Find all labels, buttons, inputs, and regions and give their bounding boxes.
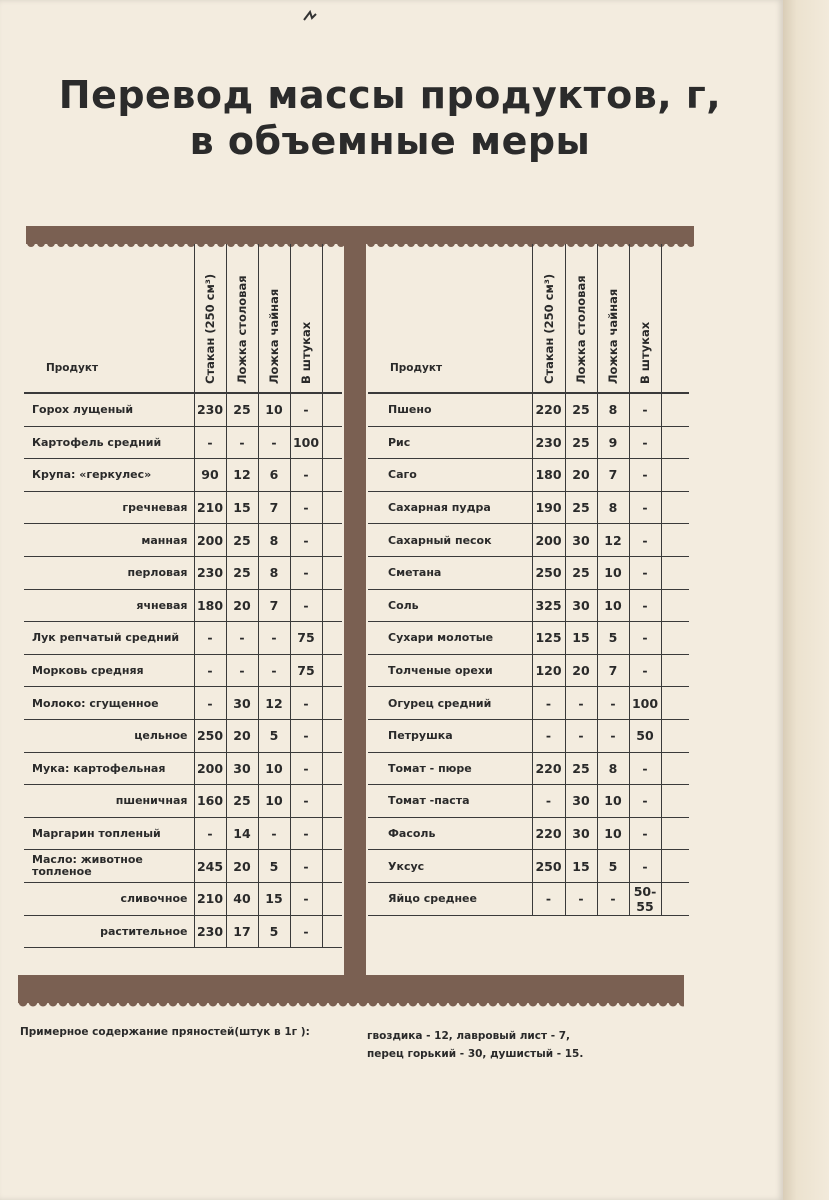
product-cell: растительное <box>24 915 194 948</box>
table-row <box>24 719 342 752</box>
tablespoon-cell: 30 <box>565 785 597 818</box>
teaspoon-cell: 6 <box>258 459 290 492</box>
bottom-band-scallop <box>18 1002 684 1009</box>
product-cell: Томат -паста <box>368 785 532 818</box>
pieces-cell: - <box>629 556 661 589</box>
header-blank <box>322 244 342 393</box>
header-glass <box>532 244 565 393</box>
ink-mark <box>300 8 320 26</box>
blank-cell <box>661 556 689 589</box>
product-cell: сливочное <box>24 882 194 915</box>
table-row <box>368 622 689 655</box>
glass-cell: 200 <box>194 752 226 785</box>
product-cell: манная <box>24 524 194 557</box>
glass-cell: - <box>532 719 565 752</box>
glass-cell: 230 <box>194 915 226 948</box>
header-pieces <box>290 244 322 393</box>
teaspoon-cell: 7 <box>258 491 290 524</box>
glass-cell: 200 <box>532 524 565 557</box>
product-cell: Мука: картофельная <box>24 752 194 785</box>
header-glass-label: Стакан (250 см³) <box>541 273 556 384</box>
product-cell: перловая <box>24 556 194 589</box>
blank-cell <box>322 426 342 459</box>
blank-cell <box>322 850 342 883</box>
teaspoon-cell: 5 <box>597 622 629 655</box>
header-pieces <box>629 244 661 393</box>
pieces-cell: - <box>629 589 661 622</box>
pieces-cell: - <box>290 556 322 589</box>
teaspoon-cell: 10 <box>597 817 629 850</box>
pieces-cell: 75 <box>290 622 322 655</box>
table-row <box>24 426 342 459</box>
blank-cell <box>322 589 342 622</box>
tablespoon-cell: 20 <box>226 850 258 883</box>
teaspoon-cell: - <box>258 654 290 687</box>
teaspoon-cell: 7 <box>258 589 290 622</box>
header-tablespoon <box>226 244 258 393</box>
tablespoon-cell: 25 <box>226 556 258 589</box>
glass-cell: - <box>194 426 226 459</box>
table-row <box>368 882 689 915</box>
teaspoon-cell: 7 <box>597 459 629 492</box>
blank-cell <box>322 817 342 850</box>
pieces-cell: - <box>629 817 661 850</box>
tablespoon-cell: 25 <box>565 491 597 524</box>
table-row <box>368 491 689 524</box>
tablespoon-cell: - <box>226 654 258 687</box>
pieces-cell: - <box>290 850 322 883</box>
tablespoon-cell: 15 <box>565 850 597 883</box>
pieces-cell: - <box>629 524 661 557</box>
tablespoon-cell: - <box>565 882 597 915</box>
blank-cell <box>661 719 689 752</box>
header-teaspoon-label: Ложка чайная <box>606 288 620 384</box>
table-row <box>24 915 342 948</box>
blank-cell <box>322 524 342 557</box>
teaspoon-cell: 10 <box>258 785 290 818</box>
table-row <box>24 491 342 524</box>
teaspoon-cell: - <box>258 817 290 850</box>
teaspoon-cell: 5 <box>258 915 290 948</box>
blank-cell <box>661 817 689 850</box>
product-cell: Яйцо среднее <box>368 882 532 915</box>
title-line-2: в объемные меры <box>189 119 591 163</box>
blank-cell <box>661 785 689 818</box>
blank-cell <box>661 426 689 459</box>
product-cell: Горох лущеный <box>24 393 194 426</box>
table-row <box>24 850 342 883</box>
teaspoon-cell: 10 <box>597 556 629 589</box>
product-cell: Маргарин топленый <box>24 817 194 850</box>
pieces-cell: - <box>290 491 322 524</box>
header-tablespoon <box>565 244 597 393</box>
header-product: Продукт <box>24 244 194 393</box>
tablespoon-cell: 25 <box>565 393 597 426</box>
pieces-cell: 100 <box>290 426 322 459</box>
blank-cell <box>322 687 342 720</box>
table-row <box>368 524 689 557</box>
blank-cell <box>661 491 689 524</box>
product-cell: Сухари молотые <box>368 622 532 655</box>
pieces-cell: - <box>629 426 661 459</box>
table-row <box>368 556 689 589</box>
pieces-cell: - <box>629 850 661 883</box>
teaspoon-cell: 9 <box>597 426 629 459</box>
footnote-label: Примерное содержание пряностей(штук в 1г ): <box>20 1026 310 1038</box>
tablespoon-cell: 40 <box>226 882 258 915</box>
pieces-cell: - <box>290 785 322 818</box>
table-row <box>368 785 689 818</box>
teaspoon-cell: 10 <box>258 393 290 426</box>
tablespoon-cell: 25 <box>565 426 597 459</box>
table-row <box>24 393 342 426</box>
title-line-1: Перевод массы продуктов, г, <box>58 73 722 117</box>
teaspoon-cell: 12 <box>597 524 629 557</box>
glass-cell: 250 <box>532 556 565 589</box>
pieces-cell: - <box>629 654 661 687</box>
teaspoon-cell: - <box>597 882 629 915</box>
glass-cell: 200 <box>194 524 226 557</box>
tablespoon-cell: 30 <box>565 817 597 850</box>
pieces-cell: - <box>629 622 661 655</box>
teaspoon-cell: 5 <box>258 719 290 752</box>
glass-cell: - <box>532 785 565 818</box>
table-row <box>24 654 342 687</box>
product-cell: Огурец средний <box>368 687 532 720</box>
glass-cell: 180 <box>532 459 565 492</box>
teaspoon-cell: 8 <box>597 393 629 426</box>
blank-cell <box>322 654 342 687</box>
table-row <box>368 654 689 687</box>
pieces-cell: - <box>629 491 661 524</box>
header-teaspoon-label: Ложка чайная <box>267 288 281 384</box>
pieces-cell: - <box>290 687 322 720</box>
teaspoon-cell: - <box>597 719 629 752</box>
tablespoon-cell: - <box>565 719 597 752</box>
product-cell: Петрушка <box>368 719 532 752</box>
glass-cell: - <box>194 817 226 850</box>
tablespoon-cell: 25 <box>565 556 597 589</box>
pieces-cell: - <box>629 459 661 492</box>
pieces-cell: - <box>290 752 322 785</box>
bottom-band <box>18 975 684 1003</box>
tablespoon-cell: 14 <box>226 817 258 850</box>
tablespoon-cell: 30 <box>565 524 597 557</box>
tablespoon-cell: 15 <box>226 491 258 524</box>
pieces-cell: - <box>290 459 322 492</box>
pieces-cell: - <box>629 752 661 785</box>
tablespoon-cell: 25 <box>226 393 258 426</box>
pieces-cell: - <box>290 393 322 426</box>
glass-cell: - <box>194 622 226 655</box>
blank-cell <box>661 459 689 492</box>
tablespoon-cell: 20 <box>226 589 258 622</box>
glass-cell: - <box>194 687 226 720</box>
table-row <box>24 524 342 557</box>
blank-cell <box>661 882 689 915</box>
product-cell: Саго <box>368 459 532 492</box>
tablespoon-cell: 15 <box>565 622 597 655</box>
blank-cell <box>661 524 689 557</box>
teaspoon-cell: 15 <box>258 882 290 915</box>
table-row <box>24 589 342 622</box>
header-pieces-label: В штуках <box>638 321 652 384</box>
table-row <box>368 719 689 752</box>
table-row <box>24 687 342 720</box>
glass-cell: 220 <box>532 393 565 426</box>
page-title <box>30 72 750 164</box>
teaspoon-cell: 7 <box>597 654 629 687</box>
teaspoon-cell: 10 <box>597 589 629 622</box>
glass-cell: 220 <box>532 752 565 785</box>
teaspoon-cell: 5 <box>258 850 290 883</box>
pieces-cell: 50 <box>629 719 661 752</box>
teaspoon-cell: 8 <box>597 752 629 785</box>
left-header-row <box>24 244 342 393</box>
glass-cell: - <box>532 882 565 915</box>
tablespoon-cell: - <box>565 687 597 720</box>
glass-cell: 210 <box>194 491 226 524</box>
teaspoon-cell: 8 <box>258 556 290 589</box>
tablespoon-cell: - <box>226 426 258 459</box>
table-row <box>24 459 342 492</box>
blank-cell <box>322 719 342 752</box>
next-page-edge <box>783 0 829 1200</box>
pieces-cell: - <box>290 882 322 915</box>
pieces-cell: - <box>290 817 322 850</box>
table-row <box>368 589 689 622</box>
glass-cell: 230 <box>532 426 565 459</box>
product-cell: пшеничная <box>24 785 194 818</box>
blank-cell <box>322 752 342 785</box>
glass-cell: 210 <box>194 882 226 915</box>
blank-cell <box>661 850 689 883</box>
teaspoon-cell: 12 <box>258 687 290 720</box>
blank-cell <box>322 393 342 426</box>
header-teaspoon <box>597 244 629 393</box>
right-table <box>368 244 689 916</box>
product-cell: гречневая <box>24 491 194 524</box>
tablespoon-cell: 30 <box>226 752 258 785</box>
table-row <box>24 882 342 915</box>
footnote-line-2: перец горький - 30, душистый - 15. <box>367 1048 584 1060</box>
table-row <box>368 687 689 720</box>
blank-cell <box>322 915 342 948</box>
table-row <box>24 556 342 589</box>
pieces-cell: - <box>629 393 661 426</box>
tablespoon-cell: 20 <box>565 459 597 492</box>
glass-cell: - <box>532 687 565 720</box>
table-row <box>24 622 342 655</box>
teaspoon-cell: - <box>258 426 290 459</box>
product-cell: Картофель средний <box>24 426 194 459</box>
left-table <box>24 244 342 948</box>
tablespoon-cell: 30 <box>565 589 597 622</box>
blank-cell <box>322 785 342 818</box>
glass-cell: 120 <box>532 654 565 687</box>
teaspoon-cell: - <box>258 622 290 655</box>
footnote-line-1: гвоздика - 12, лавровый лист - 7, <box>367 1030 571 1042</box>
glass-cell: 230 <box>194 393 226 426</box>
glass-cell: 245 <box>194 850 226 883</box>
header-glass-label: Стакан (250 см³) <box>203 273 217 384</box>
header-tablespoon-label: Ложка столовая <box>574 275 588 384</box>
product-cell: Крупа: «геркулес» <box>24 459 194 492</box>
product-cell: Молоко: сгущенное <box>24 687 194 720</box>
product-cell: Сметана <box>368 556 532 589</box>
table-row <box>368 393 689 426</box>
blank-cell <box>661 654 689 687</box>
glass-cell: 250 <box>532 850 565 883</box>
table-row <box>24 785 342 818</box>
table-row <box>24 752 342 785</box>
tablespoon-cell: 17 <box>226 915 258 948</box>
right-header-row <box>368 244 689 393</box>
blank-cell <box>661 393 689 426</box>
pieces-cell: - <box>290 589 322 622</box>
table-row <box>368 426 689 459</box>
tablespoon-cell: 20 <box>226 719 258 752</box>
header-glass <box>194 244 226 393</box>
blank-cell <box>661 687 689 720</box>
table-row <box>368 752 689 785</box>
product-cell: Морковь средняя <box>24 654 194 687</box>
product-cell: Лук репчатый средний <box>24 622 194 655</box>
glass-cell: 230 <box>194 556 226 589</box>
tablespoon-cell: 20 <box>565 654 597 687</box>
pieces-cell: 50-55 <box>629 882 661 915</box>
product-cell: Уксус <box>368 850 532 883</box>
product-cell: ячневая <box>24 589 194 622</box>
product-cell: Сахарная пудра <box>368 491 532 524</box>
glass-cell: 220 <box>532 817 565 850</box>
header-teaspoon <box>258 244 290 393</box>
glass-cell: 190 <box>532 491 565 524</box>
product-cell: Масло: животное топленое <box>24 850 194 883</box>
tablespoon-cell: 30 <box>226 687 258 720</box>
header-blank <box>661 244 689 393</box>
teaspoon-cell: 10 <box>597 785 629 818</box>
teaspoon-cell: 10 <box>258 752 290 785</box>
glass-cell: 160 <box>194 785 226 818</box>
pieces-cell: - <box>290 524 322 557</box>
blank-cell <box>322 882 342 915</box>
blank-cell <box>661 622 689 655</box>
header-product: Продукт <box>368 244 532 393</box>
pieces-cell: - <box>629 785 661 818</box>
glass-cell: - <box>194 654 226 687</box>
product-cell: Сахарный песок <box>368 524 532 557</box>
pieces-cell: 75 <box>290 654 322 687</box>
product-cell: Рис <box>368 426 532 459</box>
table-row <box>368 850 689 883</box>
product-cell: Пшено <box>368 393 532 426</box>
glass-cell: 180 <box>194 589 226 622</box>
glass-cell: 90 <box>194 459 226 492</box>
teaspoon-cell: 8 <box>258 524 290 557</box>
center-divider <box>344 226 366 1003</box>
glass-cell: 125 <box>532 622 565 655</box>
product-cell: Толченые орехи <box>368 654 532 687</box>
blank-cell <box>661 752 689 785</box>
blank-cell <box>661 589 689 622</box>
blank-cell <box>322 622 342 655</box>
table-row <box>368 817 689 850</box>
blank-cell <box>322 491 342 524</box>
pieces-cell: 100 <box>629 687 661 720</box>
glass-cell: 325 <box>532 589 565 622</box>
tablespoon-cell: 25 <box>226 785 258 818</box>
tablespoon-cell: 12 <box>226 459 258 492</box>
header-pieces-label: В штуках <box>299 321 313 384</box>
tablespoon-cell: 25 <box>565 752 597 785</box>
product-cell: Фасоль <box>368 817 532 850</box>
teaspoon-cell: 8 <box>597 491 629 524</box>
product-cell: цельное <box>24 719 194 752</box>
blank-cell <box>322 459 342 492</box>
header-tablespoon-label: Ложка столовая <box>235 275 249 384</box>
table-row <box>24 817 342 850</box>
pieces-cell: - <box>290 719 322 752</box>
blank-cell <box>322 556 342 589</box>
product-cell: Томат - пюре <box>368 752 532 785</box>
product-cell: Соль <box>368 589 532 622</box>
table-row <box>368 459 689 492</box>
teaspoon-cell: - <box>597 687 629 720</box>
glass-cell: 250 <box>194 719 226 752</box>
tablespoon-cell: 25 <box>226 524 258 557</box>
tablespoon-cell: - <box>226 622 258 655</box>
teaspoon-cell: 5 <box>597 850 629 883</box>
pieces-cell: - <box>290 915 322 948</box>
